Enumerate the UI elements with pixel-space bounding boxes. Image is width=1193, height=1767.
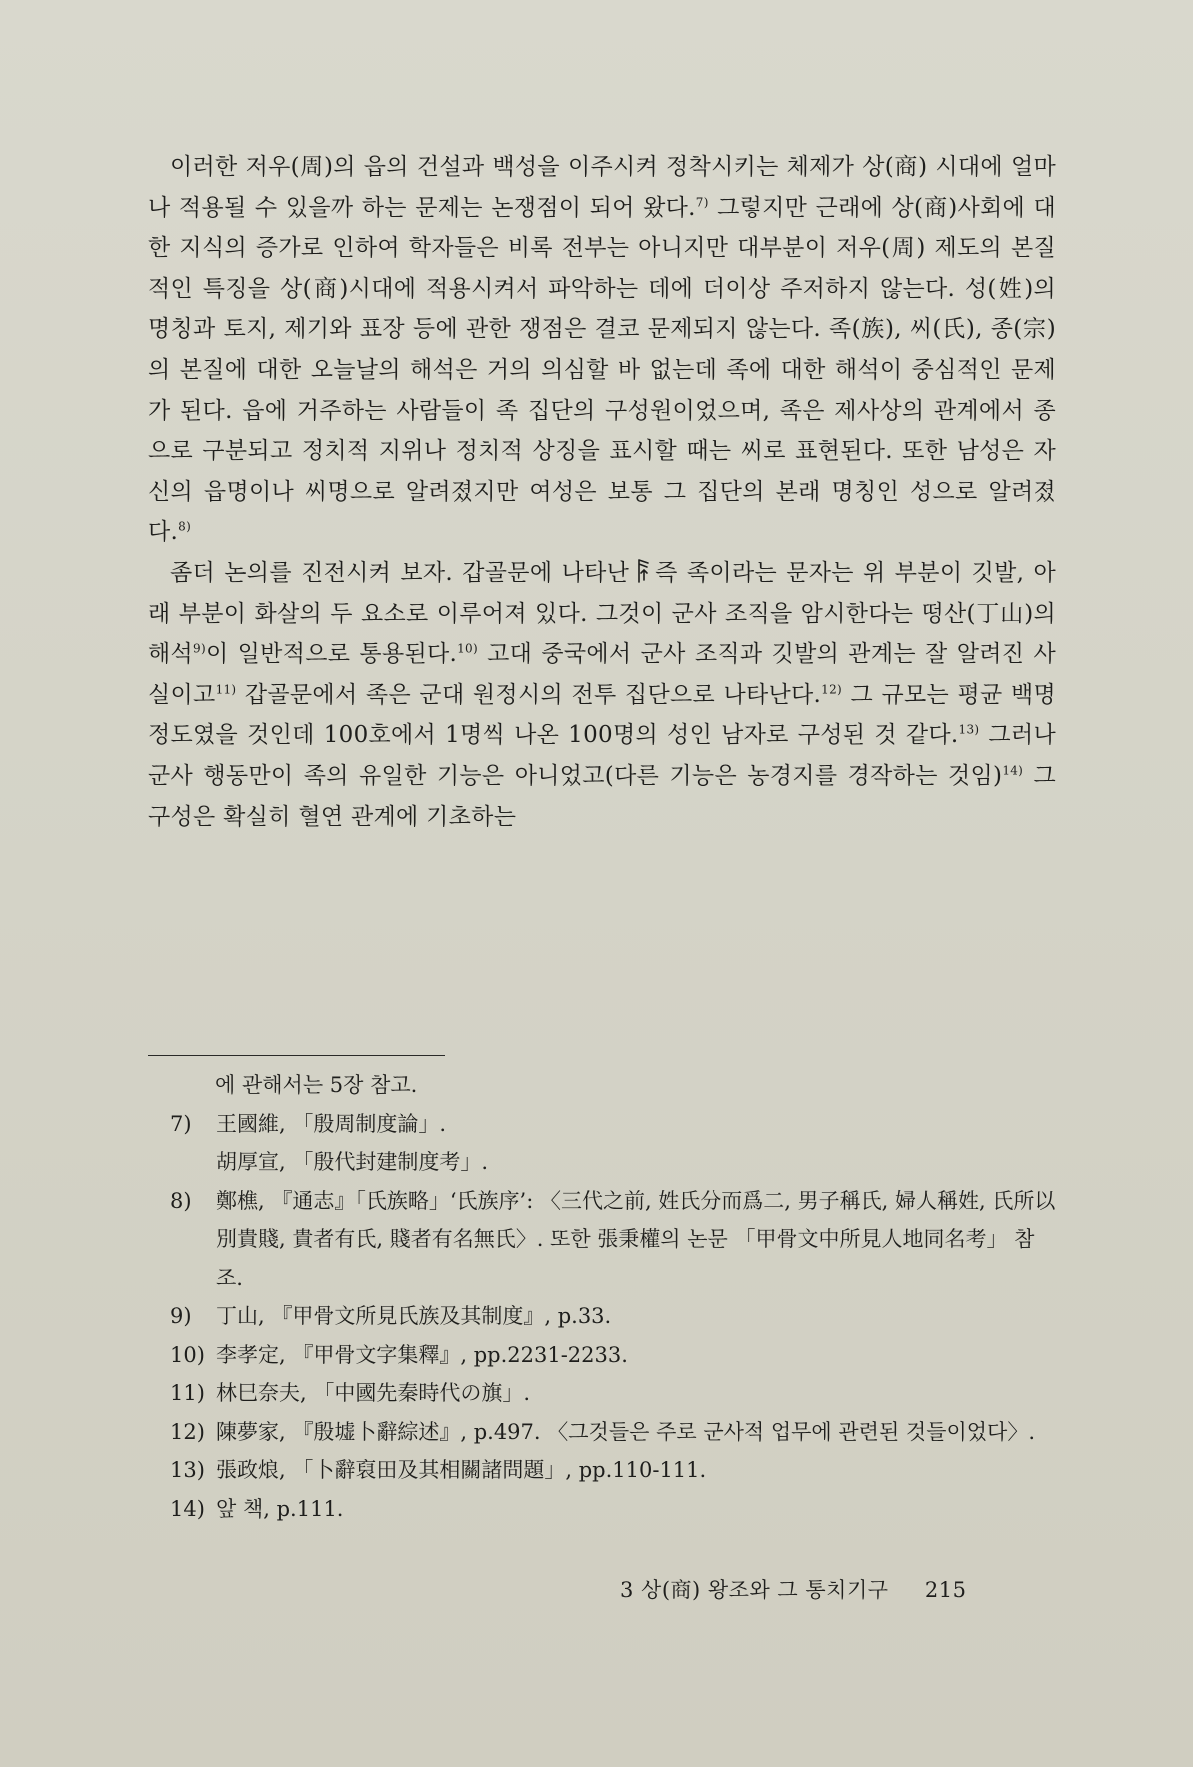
footnote-text: 陳夢家, 『殷墟卜辭綜述』, p.497. 〈그것들은 주로 군사적 업무에 관련된 것들이었다〉. [216,1419,1036,1444]
footnote-number: 12) [170,1419,205,1444]
footnote-number: 14) [170,1496,205,1521]
footnote-ref-7: 7) [695,194,709,209]
footnote-text: 鄭樵, 『通志』「氏族略」‘氏族序’: 〈三代之前, 姓氏分而爲二, 男子稱氏, 婦人稱姓, 氏所以別貴賤, 貴者有氏, 賤者有名無氏〉. 또한 張秉權의 논문 「甲骨文中所見人地同名考」 참조. [216,1188,1056,1290]
footnote-ref-9: 9) [193,641,206,656]
footnotes [170,1066,1056,1528]
oracle-bone-zu-glyph-icon [633,558,651,584]
footnote-number: 7) [170,1111,192,1136]
footnote-11 [170,1374,1056,1413]
footnote-ref-11: 11) [215,682,237,697]
paragraph-1-text-cont: 그렇지만 근래에 상(商)사회에 대한 지식의 증가로 인하여 학자들은 비록 전부는 아니지만 대부분이 저우(周) 제도의 본질적인 특징을 상(商)시대에 적용시켜서 파악하는 데에 더이상 주저하지 않는다. 성(姓)의 명칭과 토지, 제기와 표장 등에 관한 쟁점은 결코 문제되지 않는다. 족(族), 씨(氏), 종(宗)의 본질에 대한 오늘날의 해석은 거의 의심할 바 없는데 족에 대한 해석이 중심적인 문제가 된다. 읍에 거주하는 사람들이 족 집단의 구성원이었으며, 족은 제사상의 관계에서 종으로 구분되고 정치적 지위나 정치적 상징을 표시할 때는 씨로 표현된다. 또한 남성은 자신의 읍명이나 씨명으로 알려졌지만 여성은 보통 그 집단의 본래 명칭인 성으로 알려졌다. [148,194,1056,546]
footnote-text: 張政烺, 「卜辭裒田及其相關諸問題」, pp.110-111. [216,1458,707,1482]
footnote-text: 胡厚宣, 「殷代封建制度考」. [216,1150,489,1174]
footnote-ref-10: 10) [457,641,478,656]
footnote-continuation: 에 관해서는 5장 참고. [215,1073,418,1097]
footnote-ref-13: 13) [958,722,980,737]
footnote-ref-8: 8) [178,519,192,534]
footnote-ref-14: 14) [1002,763,1024,778]
footnote-number: 8) [170,1188,192,1213]
footnote-text: 丁山, 『甲骨文所見氏族及其制度』, p.33. [216,1304,612,1328]
paragraph-2-text-2: 즉 족이라는 문자는 위 부분이 깃발, 아래 부분이 화살의 두 요소로 이루어져 있다. 그것이 군사 조직을 암시한다는 떵산(丁山)의 해석 [148,559,1056,668]
footnote-number: 10) [170,1342,205,1367]
footnote-10 [170,1336,1056,1375]
paragraph-2 [148,553,1056,837]
footnote-7 [170,1105,1056,1182]
footnote-13 [170,1451,1056,1490]
paragraph-2-text-8: 그 구성은 확실히 혈연 관계에 기초하는 [148,762,1056,830]
running-head: 3 상(商) 왕조와 그 통치기구 [620,1578,889,1602]
footnote-text: 李孝定, 『甲骨文字集釋』, pp.2231-2233. [216,1342,628,1367]
paragraph-1-text: 이러한 저우(周)의 읍의 건설과 백성을 이주시켜 정착시키는 체제가 상(商) 시대에 얼마나 적용될 수 있을까 하는 문제는 논쟁점이 되어 왔다. [148,154,1056,221]
paragraph-2-text-7: 그러나 군사 행동만이 족의 유일한 기능은 아니었고(다른 기능은 농경지를 경작하는 것임) [148,722,1056,789]
paragraph-1 [148,147,1056,553]
paragraph-2-text-5: 갑골문에서 족은 군대 원정시의 전투 집단으로 나타난다. [236,681,822,708]
footnote-number: 9) [170,1304,192,1328]
page-footer [620,1574,967,1604]
footnote-ref-12: 12) [821,682,843,697]
footnote-text: 王國維, 「殷周制度論」. [216,1111,447,1136]
paragraph-2-text-6: 그 규모는 평균 백명 정도였을 것인데 100호에서 1명씩 나온 100명의 성인 남자로 구성된 것 같다. [148,681,1056,749]
paragraph-2-text: 좀더 논의를 진전시켜 보자. 갑골문에 나타난 [170,559,630,586]
paragraph-2-text-4: 고대 중국에서 군사 조직과 깃발의 관계는 잘 알려진 사실이고 [148,641,1056,708]
paragraph-2-text-3: 이 일반적으로 통용된다. [205,641,458,668]
footnote-14 [170,1490,1056,1529]
footnote-number: 13) [170,1458,205,1482]
main-text [148,147,1056,837]
footnote-8 [170,1182,1056,1298]
footnote-text: 林巳奈夫, 「中國先秦時代の旗」. [216,1381,531,1405]
footnote-divider [148,1055,445,1056]
page-number: 215 [924,1578,967,1602]
footnote-12 [170,1413,1056,1452]
footnote-9 [170,1297,1056,1336]
footnote-number: 11) [170,1381,205,1405]
footnote-text: 앞 책, p.111. [216,1496,344,1521]
